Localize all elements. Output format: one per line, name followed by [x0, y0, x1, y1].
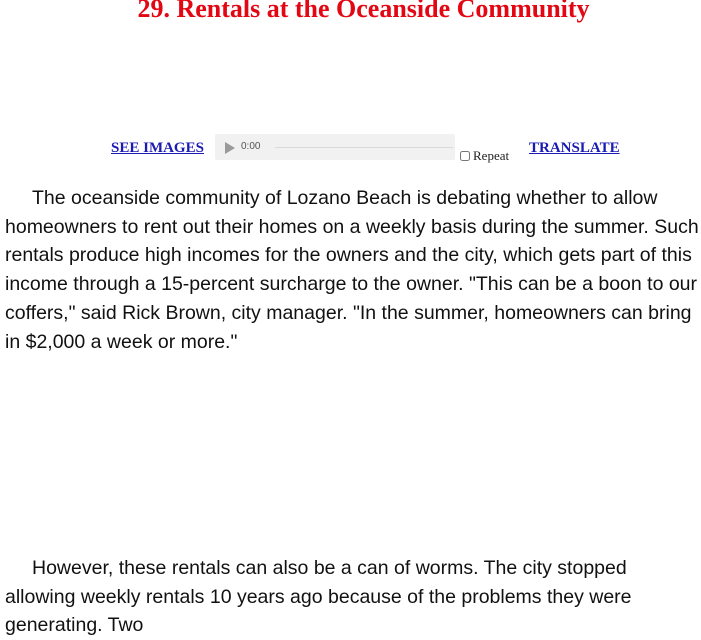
repeat-label: Repeat [473, 148, 510, 163]
repeat-toggle[interactable] [460, 148, 509, 164]
page-title: 29. Rentals at the Oceanside Community [137, 0, 590, 23]
translate-link[interactable]: TRANSLATE [529, 140, 620, 156]
audio-player[interactable] [215, 134, 455, 160]
see-images-link[interactable]: SEE IMAGES [111, 140, 204, 156]
paragraph-1: The oceanside community of Lozano Beach is debating whether to allow homeowners to rent out their homes on a weekly basis during the summer. Such rentals produce high incomes for the owners and the city, which gets part of this income through a 15-percent surcharge to the owner. "This can be a boon to our coffers," said Rick Brown, city manager. "In the summer, homeowners can bring in $2,000 a week or more." [5, 187, 699, 353]
paragraph-2: However, these rentals can also be a can of worms. The city stopped allowing weekly rentals 10 years ago because of the problems they were generating. Two [5, 557, 632, 637]
play-icon[interactable] [225, 142, 235, 154]
audio-time: 0:00 [241, 141, 261, 152]
repeat-checkbox[interactable] [460, 151, 470, 161]
controls-bar [0, 134, 701, 164]
audio-progress-bar[interactable] [275, 147, 453, 148]
